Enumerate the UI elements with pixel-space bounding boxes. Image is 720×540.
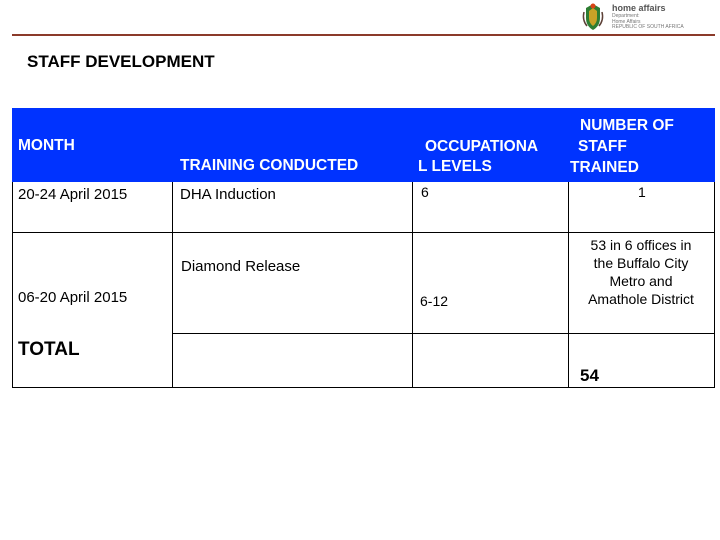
header-occupational: OCCUPATIONA L LEVELS xyxy=(418,138,539,175)
grid-line xyxy=(172,333,715,334)
grid-line xyxy=(412,182,413,388)
row2-month: 06-20 April 2015 xyxy=(18,289,128,306)
grid-line xyxy=(568,182,569,388)
header-rule xyxy=(12,34,715,36)
total-label: TOTAL xyxy=(18,339,80,360)
grid-line xyxy=(12,232,715,233)
header-number-trained: NUMBER OF STAFF TRAINED xyxy=(570,117,674,176)
grid-line xyxy=(172,182,173,388)
brand-name: home affairs xyxy=(612,3,666,13)
grid-line xyxy=(714,182,715,388)
row2-levels: 6-12 xyxy=(420,293,449,309)
row2-training: Diamond Release xyxy=(181,258,301,275)
coat-of-arms-icon xyxy=(580,2,606,32)
header-month: MONTH xyxy=(18,137,75,154)
row1-month: 20-24 April 2015 xyxy=(18,186,128,203)
grid-line xyxy=(12,387,715,388)
total-value: 54 xyxy=(580,366,599,385)
row1-levels: 6 xyxy=(421,184,429,200)
brand-subtitle: Department: Home Affairs REPUBLIC OF SOUTH AFRICA xyxy=(612,13,684,30)
header-training: TRAINING CONDUCTED xyxy=(180,157,359,174)
row1-number: 1 xyxy=(638,184,646,200)
row1-training: DHA Induction xyxy=(180,186,276,203)
page-title: STAFF DEVELOPMENT xyxy=(27,52,215,71)
home-affairs-logo xyxy=(580,2,710,32)
grid-line xyxy=(12,182,13,388)
row2-number: 53 in 6 offices in the Buffalo City Metro and Amathole District xyxy=(588,237,694,307)
